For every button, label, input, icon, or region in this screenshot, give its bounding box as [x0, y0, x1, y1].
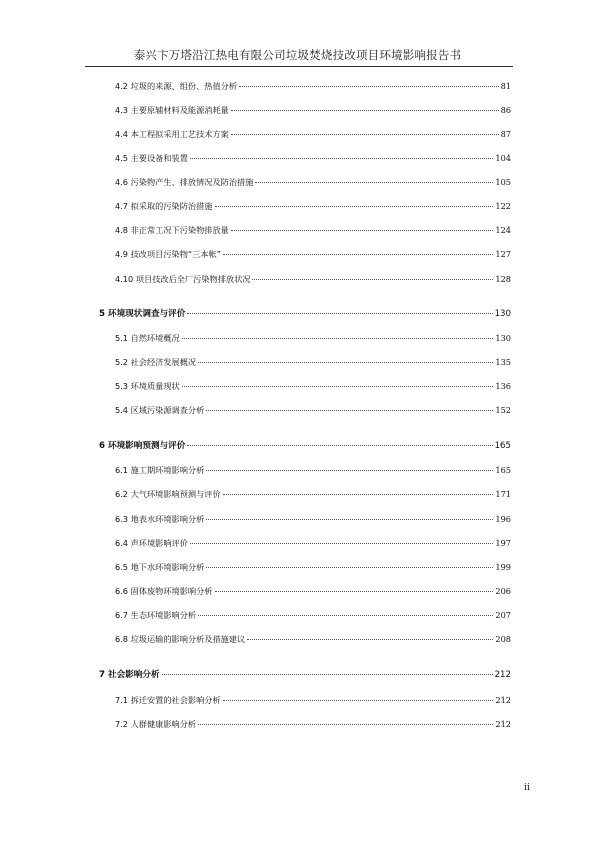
toc-section-entry[interactable]	[115, 404, 511, 416]
toc-entry-title: 4.6 污染物产生、排放情况及防治措施	[115, 177, 254, 187]
toc-entry-title: 4.3 主要原辅材料及能源消耗量	[115, 105, 229, 115]
toc-dot-leader	[187, 313, 492, 314]
toc-entry-title: 6.4 声环境影响评价	[115, 538, 188, 548]
toc-dot-leader	[198, 724, 493, 725]
toc-dot-leader	[255, 182, 493, 183]
toc-entry-page: 124	[495, 225, 511, 235]
toc-entry-title: 7.1 拆迁安置的社会影响分析	[115, 695, 221, 705]
toc-entry-page: 165	[495, 465, 511, 475]
toc-entry-page: 128	[495, 274, 511, 284]
toc-entry-page: 86	[500, 105, 511, 115]
toc-entry-page: 87	[500, 129, 511, 139]
toc-entry-title: 5.2 社会经济发展概况	[115, 357, 197, 367]
toc-section-entry[interactable]	[115, 513, 511, 525]
toc-chapter-entry[interactable]	[99, 440, 511, 452]
toc-section-entry[interactable]	[115, 537, 511, 549]
toc-section-entry[interactable]	[115, 200, 511, 212]
toc-entry-page: 130	[494, 309, 511, 319]
toc-entry-title: 6.8 垃圾运输的影响分析及措施建议	[115, 634, 246, 644]
toc-entry-title: 5.3 环境质量现状	[115, 381, 180, 391]
toc-dot-leader	[239, 86, 499, 87]
toc-entry-title: 4.8 非正常工况下污染物排放量	[115, 225, 229, 235]
toc-dot-leader	[223, 700, 494, 701]
toc-entry-title: 6.3 地表水环境影响分析	[115, 514, 205, 524]
toc-entry-title: 6.1 施工期环境影响分析	[115, 465, 205, 475]
toc-dot-leader	[215, 591, 494, 592]
toc-entry-title: 7.2 人群健康影响分析	[115, 719, 197, 729]
toc-entry-title: 6.7 生态环境影响分析	[115, 610, 197, 620]
toc-entry-page: 199	[495, 562, 511, 572]
toc-section-entry[interactable]	[115, 488, 511, 500]
toc-entry-page: 104	[495, 153, 511, 163]
toc-section-entry[interactable]	[115, 585, 511, 597]
toc-entry-page: 130	[495, 333, 511, 343]
toc-dot-leader	[215, 206, 494, 207]
toc-section-entry[interactable]	[115, 464, 511, 476]
toc-entry-page: 127	[495, 249, 511, 259]
toc-section-entry[interactable]	[115, 104, 511, 116]
toc-entry-page: 196	[495, 514, 511, 524]
toc-dot-leader	[206, 470, 493, 471]
toc-entry-title: 4.7 拟采取的污染防治措施	[115, 201, 213, 211]
toc-section-entry[interactable]	[115, 633, 511, 645]
toc-entry-title: 7 社会影响分析	[99, 670, 160, 680]
toc-entry-page: 207	[495, 610, 511, 620]
toc-entry-title: 4.2 垃圾的来源、组份、热值分析	[115, 81, 238, 91]
toc-entry-page: 212	[495, 719, 511, 729]
toc-section-entry[interactable]	[115, 128, 511, 140]
toc-dot-leader	[223, 254, 493, 255]
toc-entry-title: 4.5 主要设备和装置	[115, 153, 188, 163]
toc-section-entry[interactable]	[115, 152, 511, 164]
toc-entry-title: 6.6 固体废物环境影响分析	[115, 586, 213, 596]
toc-dot-leader	[247, 639, 493, 640]
toc-section-entry[interactable]	[115, 332, 511, 344]
toc-dot-leader	[252, 279, 493, 280]
header-divider	[85, 66, 513, 67]
toc-entry-title: 6.2 大气环境影响预测与评价	[115, 489, 221, 499]
toc-entry-title: 6.5 地下水环境影响分析	[115, 562, 205, 572]
toc-entry-title: 5 环境现状调查与评价	[99, 309, 186, 319]
toc-entry-title: 6 环境影响预测与评价	[99, 441, 186, 451]
toc-entry-page: 212	[495, 695, 511, 705]
toc-dot-leader	[182, 386, 494, 387]
toc-dot-leader	[198, 615, 493, 616]
toc-entry-page: 208	[495, 634, 511, 644]
toc-entry-page: 135	[495, 357, 511, 367]
toc-section-entry[interactable]	[115, 380, 511, 392]
toc-entry-page: 171	[495, 489, 511, 499]
toc-dot-leader	[162, 674, 493, 675]
toc-entry-page: 136	[495, 381, 511, 391]
toc-entry-page: 122	[495, 201, 511, 211]
page-header-title: 泰兴卞万塔沿江热电有限公司垃圾焚烧技改项目环境影响报告书	[133, 48, 462, 62]
toc-chapter-entry[interactable]	[99, 308, 511, 320]
toc-section-entry[interactable]	[115, 273, 511, 285]
toc-entry-title: 4.10 项目技改后全厂污染物排放状况	[115, 274, 251, 284]
toc-entry-title: 4.9 技改项目污染物“三本帐”	[115, 249, 221, 259]
toc-entry-page: 212	[494, 670, 511, 680]
toc-entry-title: 5.4 区域污染源调查分析	[115, 405, 205, 415]
toc-entry-page: 152	[495, 405, 511, 415]
toc-dot-leader	[231, 230, 493, 231]
toc-dot-leader	[187, 445, 492, 446]
toc-entry-page: 165	[494, 441, 511, 451]
toc-section-entry[interactable]	[115, 248, 511, 260]
toc-entry-page: 81	[500, 81, 511, 91]
toc-dot-leader	[231, 110, 499, 111]
toc-section-entry[interactable]	[115, 609, 511, 621]
toc-section-entry[interactable]	[115, 356, 511, 368]
toc-entry-page: 105	[495, 177, 511, 187]
toc-section-entry[interactable]	[115, 224, 511, 236]
toc-entry-page: 197	[495, 538, 511, 548]
toc-entry-title: 4.4 本工程拟采用工艺技术方案	[115, 129, 229, 139]
toc-chapter-entry[interactable]	[99, 669, 511, 681]
toc-dot-leader	[223, 494, 494, 495]
toc-entry-page: 206	[495, 586, 511, 596]
toc-dot-leader	[182, 338, 494, 339]
toc-section-entry[interactable]	[115, 176, 511, 188]
toc-dot-leader	[198, 362, 493, 363]
toc-dot-leader	[231, 134, 499, 135]
toc-section-entry[interactable]	[115, 694, 511, 706]
page-number: ii	[523, 782, 530, 793]
toc-dot-leader	[190, 158, 493, 159]
toc-section-entry[interactable]	[115, 80, 511, 92]
toc-entry-title: 5.1 自然环境概况	[115, 333, 180, 343]
toc-section-entry[interactable]	[115, 718, 511, 730]
toc-dot-leader	[206, 410, 493, 411]
toc-dot-leader	[206, 567, 493, 568]
toc-dot-leader	[190, 543, 493, 544]
toc-section-entry[interactable]	[115, 561, 511, 573]
toc-dot-leader	[206, 519, 493, 520]
